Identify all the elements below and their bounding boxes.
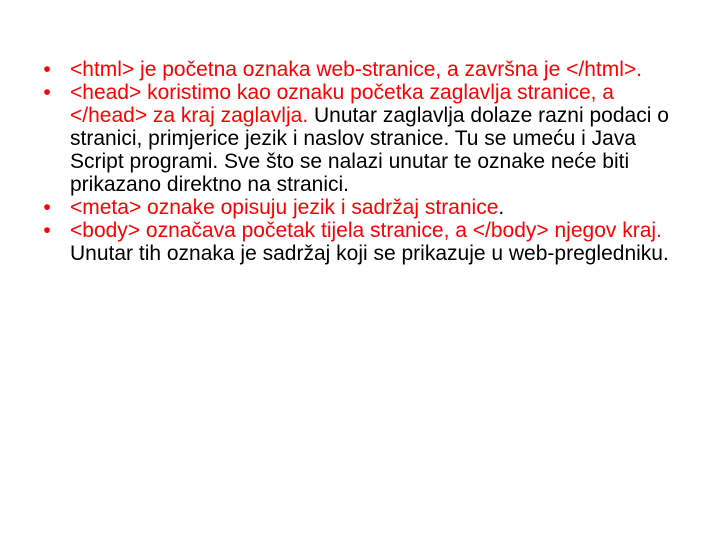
bullet-text-red: <meta> oznake opisuju jezik i sadržaj stranice (70, 196, 499, 219)
bullet-text-red: <html> je početna oznaka web-stranice, a završna je </html>. (70, 58, 642, 81)
bullet-icon: • (43, 58, 51, 81)
bullet-text-black: Unutar zaglavlja dolaze razni podaci o stranici, primjerice jezik i naslov stranice. Tu se umeću i Java Script programi. Sve što se nalazi unutar te oznake neće biti prikazano direktno na stranici. (70, 104, 669, 196)
bullet-text-black: Unutar tih oznaka je sadržaj koji se prikazuje u web-pregledniku. (70, 242, 669, 265)
bullet-item-meta (40, 196, 690, 219)
bullet-item-head (40, 81, 690, 196)
bullet-item-html (40, 58, 690, 81)
bullet-item-body (40, 219, 690, 265)
bullet-list (40, 58, 690, 265)
bullet-icon: • (43, 81, 51, 104)
bullet-icon: • (43, 196, 51, 219)
bullet-text-black: . (498, 196, 505, 219)
bullet-text-red: <body> označava početak tijela stranice, a </body> njegov kraj. (70, 219, 662, 242)
bullet-text-red: <head> koristimo kao oznaku početka zaglavlja stranice, a </head> za kraj zaglavlja. (70, 81, 614, 127)
bullet-icon: • (43, 219, 51, 242)
